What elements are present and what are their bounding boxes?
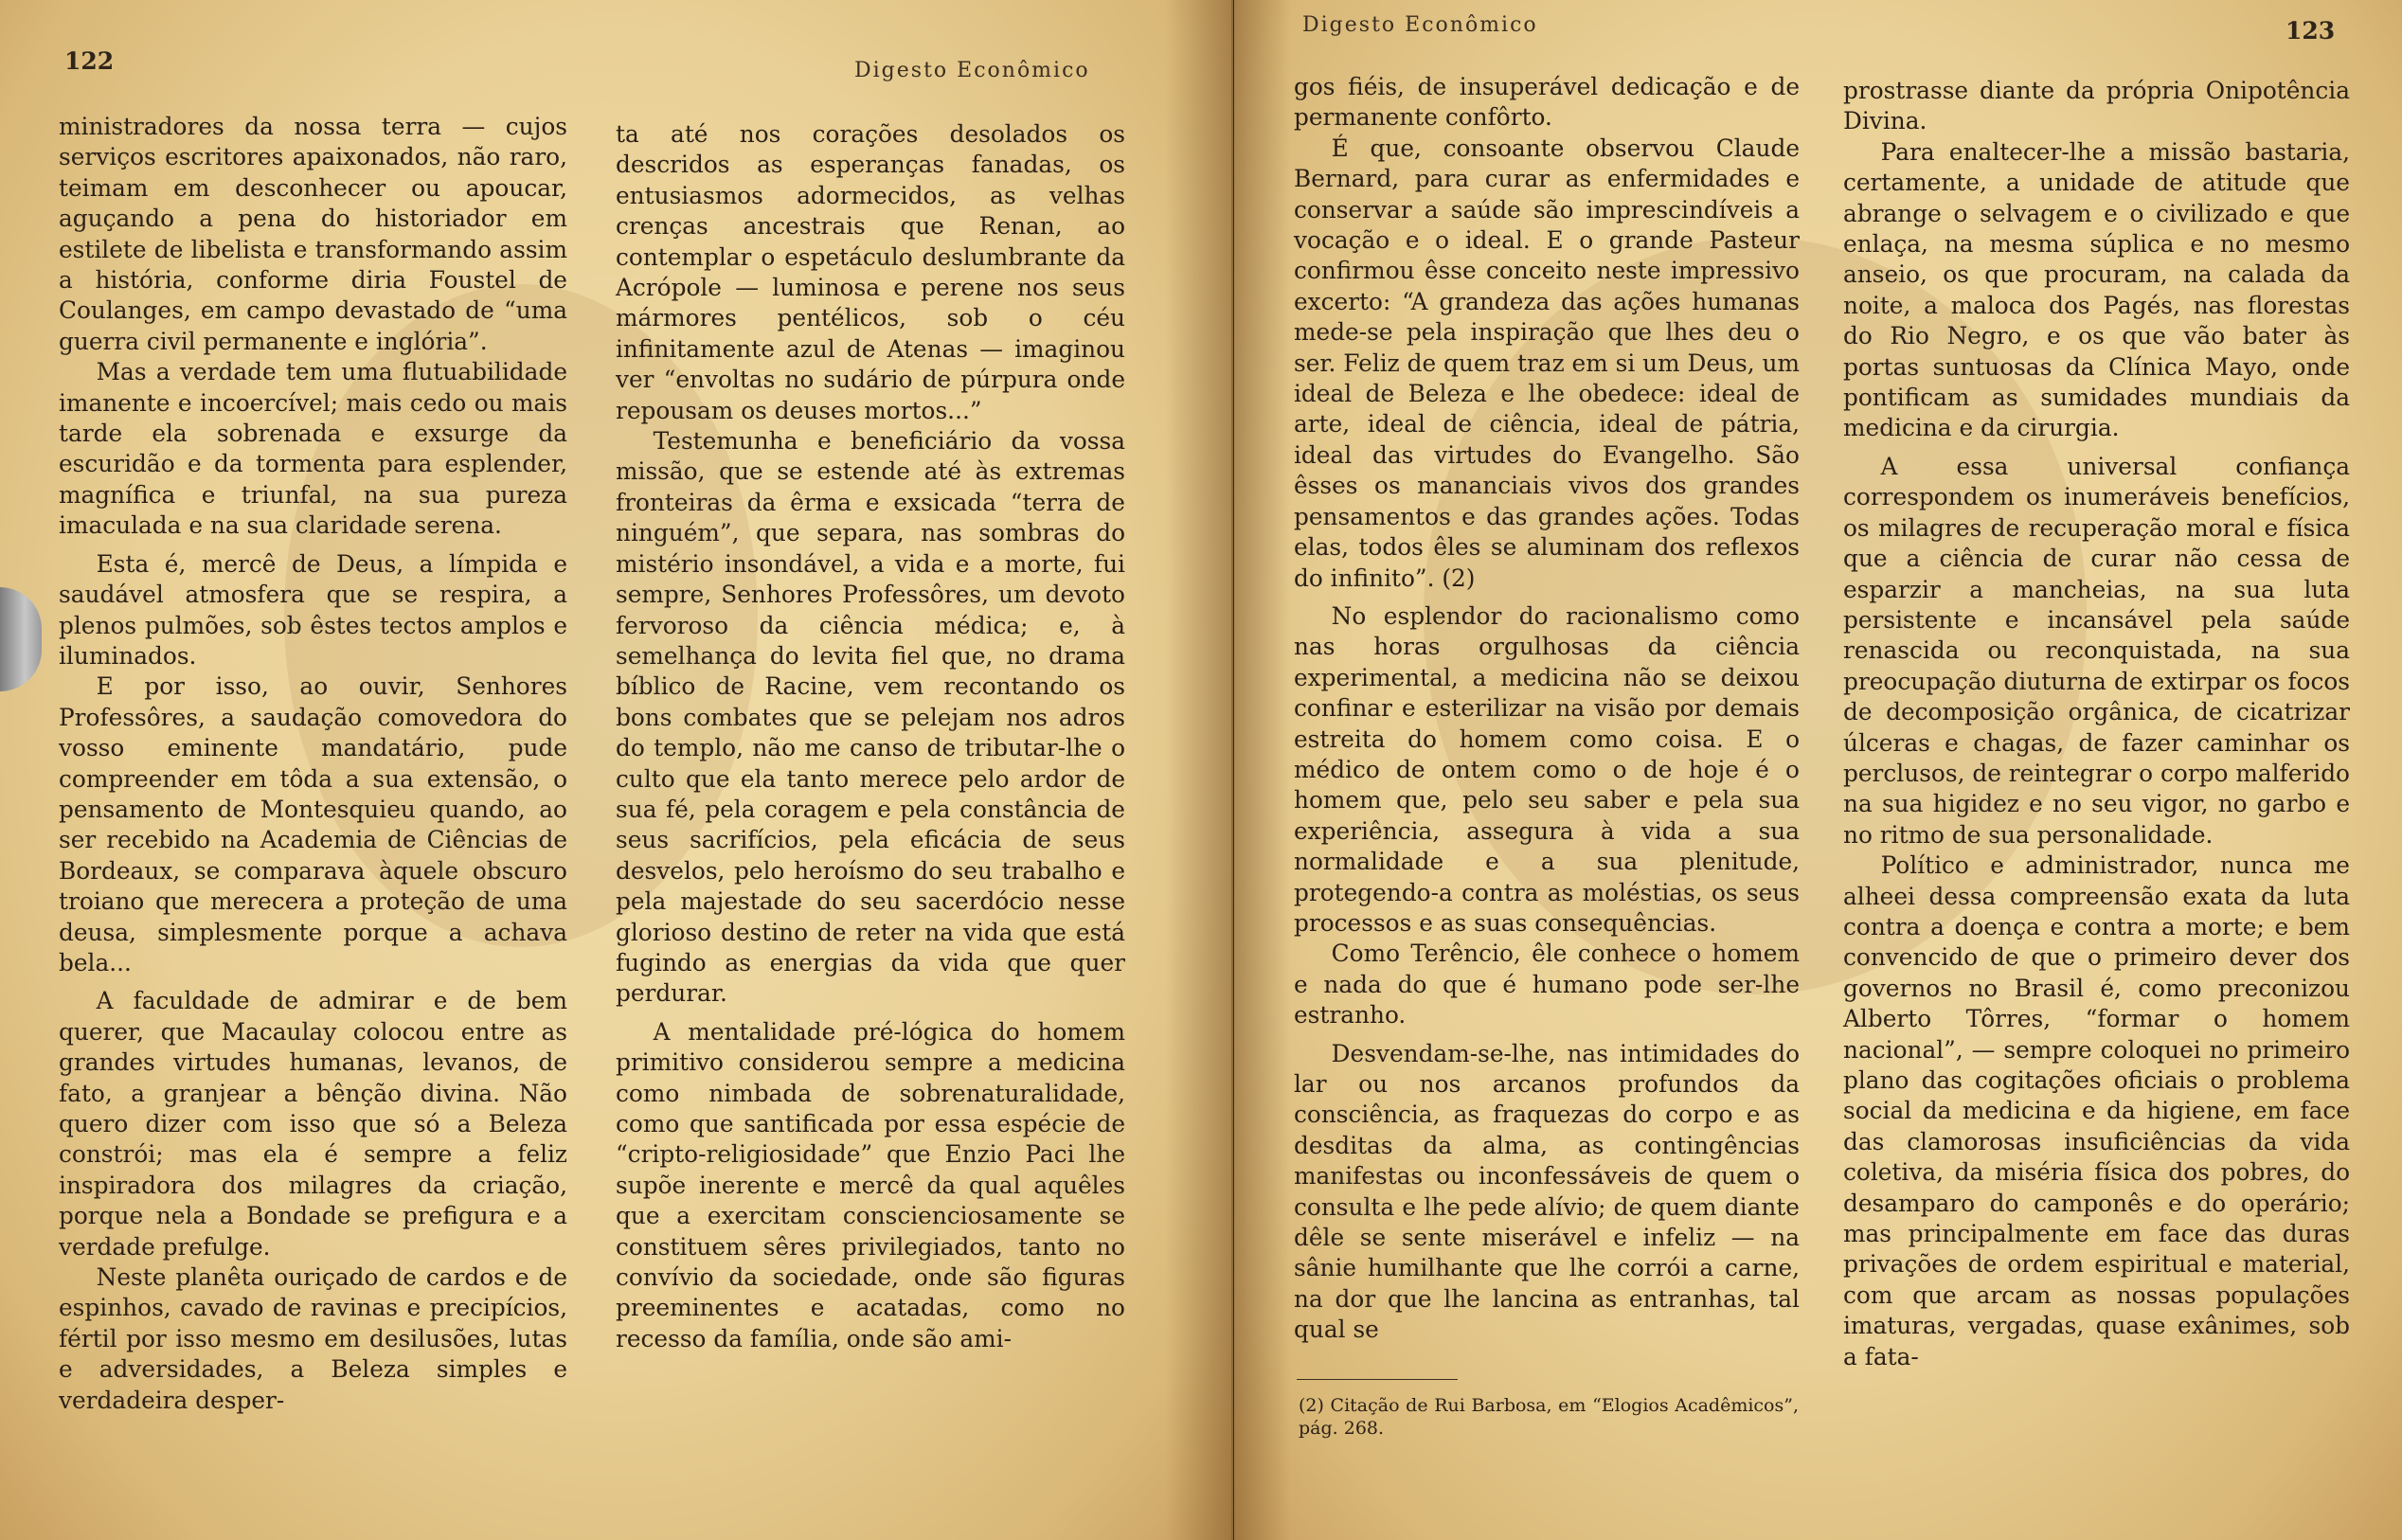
paragraph: Esta é, mercê de Deus, a límpida e saudável atmosfera que se respira, a plenos pulmões, sob êstes tectos amplos e iluminados. <box>59 549 567 670</box>
left-column-2 <box>616 119 1125 1354</box>
gutter-shadow <box>1165 0 1231 1540</box>
paragraph: Para enaltecer-lhe a missão bastaria, certamente, a unidade de atitude que abrange o selvagem e o civilizado e que enlaça, na mesma súplica e no mesmo anseio, os que procuram, na calada da noite, a maloca dos Pagés, nas florestas do Rio Negro, e os que vão bater às portas suntuosas da Clínica Mayo, onde pontificam as sumidades mundiais da medicina e da cirurgia. <box>1843 137 2350 442</box>
paragraph: ministradores da nossa terra — cujos serviços escritores apaixonados, não raro, teimam em desconhecer ou apoucar, aguçando a pena do historiador em estilete de libelista e transformando assim a história, conforme diria Foustel de Coulanges, em campo devastado de “uma guerra civil permanente e inglória”. <box>59 113 567 355</box>
footnote-rule <box>1297 1379 1458 1380</box>
page-number-right: 123 <box>2285 17 2336 45</box>
running-head-right: Digesto Econômico <box>1302 13 1538 37</box>
gutter-shadow <box>1234 0 1291 1540</box>
paragraph: Político e administrador, nunca me alheei dessa compreensão exata da luta contra a doença e contra a morte; e bem convencido de que o primeiro dever dos governos no Brasil é, como preconizou Alberto Tôrres, “formar o homem nacional”, — sempre coloquei no primeiro plano das cogitações oficiais o problema social da medicina e da higiene, em face das clamorosas insuficiências da vida coletiva, da miséria física dos pobres, do desamparo do camponês e do operário; mas principalmente em face das duras privações de ordem espiritual e material, com que arcam as nossas populações imaturas, vergadas, quase exânimes, sob a fata- <box>1843 851 2350 1370</box>
paragraph: É que, consoante observou Claude Bernard, para curar as enfermidades e conservar a saúde são imprescindíveis a vocação e o ideal. E o grande Pasteur confirmou êsse conceito neste impressivo excerto: “A grandeza das ações humanas mede-se pela inspiração que lhes deu o ser. Feliz de quem traz em si um Deus, um ideal de Beleza e lhe obedece: ideal de arte, ideal de ciência, ideal de pátria, ideal das virtudes do Evangelho. São êsses os mananciais vivos dos grandes pensamentos e das grandes ações. Todas elas, todos êles se aluminam dos reflexos do infinito”. (2) <box>1294 134 1800 592</box>
paragraph: Mas a verdade tem uma flutuabilidade imanente e incoercível; mais cedo ou mais tarde ela sobrenada e exsurge da escuridão e da tormenta para esplender, magnífica e triunfal, na sua pureza imaculada e na sua claridade serena. <box>59 358 567 540</box>
paragraph: Neste planêta ouriçado de cardos e de espinhos, cavado de ravinas e precipícios, fértil por isso mesmo em desilusões, lutas e adversidades, a Beleza simples e verdadeira desper- <box>59 1263 567 1414</box>
paragraph: Como Terêncio, êle conhece o homem e nada do que é humano pode ser-lhe estranho. <box>1294 940 1800 1030</box>
paragraph: gos fiéis, de insuperável dedicação e de permanente confôrto. <box>1294 73 1800 132</box>
footnote: (2) Citação de Rui Barbosa, em “Elogios Acadêmicos”, pág. 268. <box>1299 1395 1799 1439</box>
paragraph: Desvendam-se-lhe, nas intimidades do lar ou nos arcanos profundos da consciência, as fraquezas do corpo e as desditas da alma, as contingências manifestas ou inconfessáveis de quem o consulta e lhe pede alívio; de quem diante dêle se sente miserável e infeliz — na sânie humilhante que lhe corrói a carne, na dor que lhe lancina as entranhas, tal qual se <box>1294 1039 1800 1344</box>
paragraph: A faculdade de admirar e de bem querer, que Macaulay colocou entre as grandes virtudes humanas, levanos, de fato, a granjear a bênção divina. Não quero dizer com isso que só a Beleza constrói; mas ela é sempre a feliz inspiradora dos milagres da criação, porque nela a Bondade se prefigura e a verdade prefulge. <box>59 987 567 1261</box>
left-column-1 <box>59 112 567 1416</box>
paragraph: prostrasse diante da própria Onipotência Divina. <box>1843 77 2350 135</box>
paragraph: A essa universal confiança correspondem os inumeráveis benefícios, os milagres de recuperação moral e física que a ciência de curar não cessa de esparzir a mancheias, na sua luta persistente e incansável pela saúde renascida ou reconquistada, na sua preocupação diuturna de extirpar os focos de decomposição orgânica, de cicatrizar úlceras e chagas, de fazer caminhar os perclusos, de reintegrar o corpo malferido na sua higidez e no seu vigor, no garbo e no ritmo de sua personalidade. <box>1843 452 2350 849</box>
paragraph: E por isso, ao ouvir, Senhores Professôres, a saudação comovedora do vosso eminente mandatário, pude compreender em tôda a sua extensão, o pensamento de Montesquieu quando, ao ser recebido na Academia de Ciências de Bordeaux, se comparava àquele obscuro troiano que merecera a proteção de uma deusa, simplesmente porque a achava bela... <box>59 672 567 976</box>
right-column-2 <box>1843 76 2350 1372</box>
binder-clip <box>0 587 42 691</box>
paragraph: Testemunha e beneficiário da vossa missão, que se estende até às extremas fronteiras da êrma e exsicada “terra de ninguém”, que separa, nas sombras do mistério insondável, a vida e a morte, fui sempre, Senhores Professôres, um devoto fervoroso da ciência médica; e, à semelhança do levita fiel que, no drama bíblico de Racine, vem recontando os bons combates que se pelejam nos adros do templo, não me canso de tributar-lhe o culto que ela tanto merece pelo ardor de sua fé, pela coragem e pela constância de seus sacrifícios, pela eficácia de seus desvelos, pelo heroísmo do seu trabalho e pela majestade do seu sacerdócio nesse glorioso destino de reter na vida que está fugindo as energias da vida que quer perdurar. <box>616 427 1125 1008</box>
paragraph: A mentalidade pré-lógica do homem primitivo considerou sempre a medicina como nimbada de sobrenaturalidade, como que santificada por essa espécie de “cripto-religiosidade” que Enzio Paci lhe supõe inerente e mercê da qual aquêles que a exercitam conscienciosamente se constituem sêres privilegiados, tanto no convívio da sociedade, onde são figuras preeminentes e acatadas, como no recesso da família, onde são ami- <box>616 1017 1125 1352</box>
right-page <box>1234 0 2402 1540</box>
page-number-left: 122 <box>64 47 115 75</box>
paragraph: ta até nos corações desolados os descridos as esperanças fanadas, os entusiasmos adormecidos, as velhas crenças ancestrais que Renan, ao contemplar o espetáculo deslumbrante da Acrópole — luminosa e perene nos seus mármores pentélicos, sob o céu infinitamente azul de Atenas — imaginou ver “envoltas no sudário de púrpura onde repousam os deuses mortos...” <box>616 120 1125 424</box>
right-column-1 <box>1294 72 1800 1346</box>
paragraph: No esplendor do racionalismo como nas horas orgulhosas da ciência experimental, a medicina não se deixou confinar e esterilizar na visão por demais estreita do homem como coisa. E o médico de ontem como o de hoje é o homem que, pelo seu saber e pela sua experiência, assegura à vida a sua normalidade e a sua plenitude, protegendo-a contra as moléstias, os seus processos e as suas consequências. <box>1294 601 1800 937</box>
running-head-left: Digesto Econômico <box>854 59 1090 82</box>
